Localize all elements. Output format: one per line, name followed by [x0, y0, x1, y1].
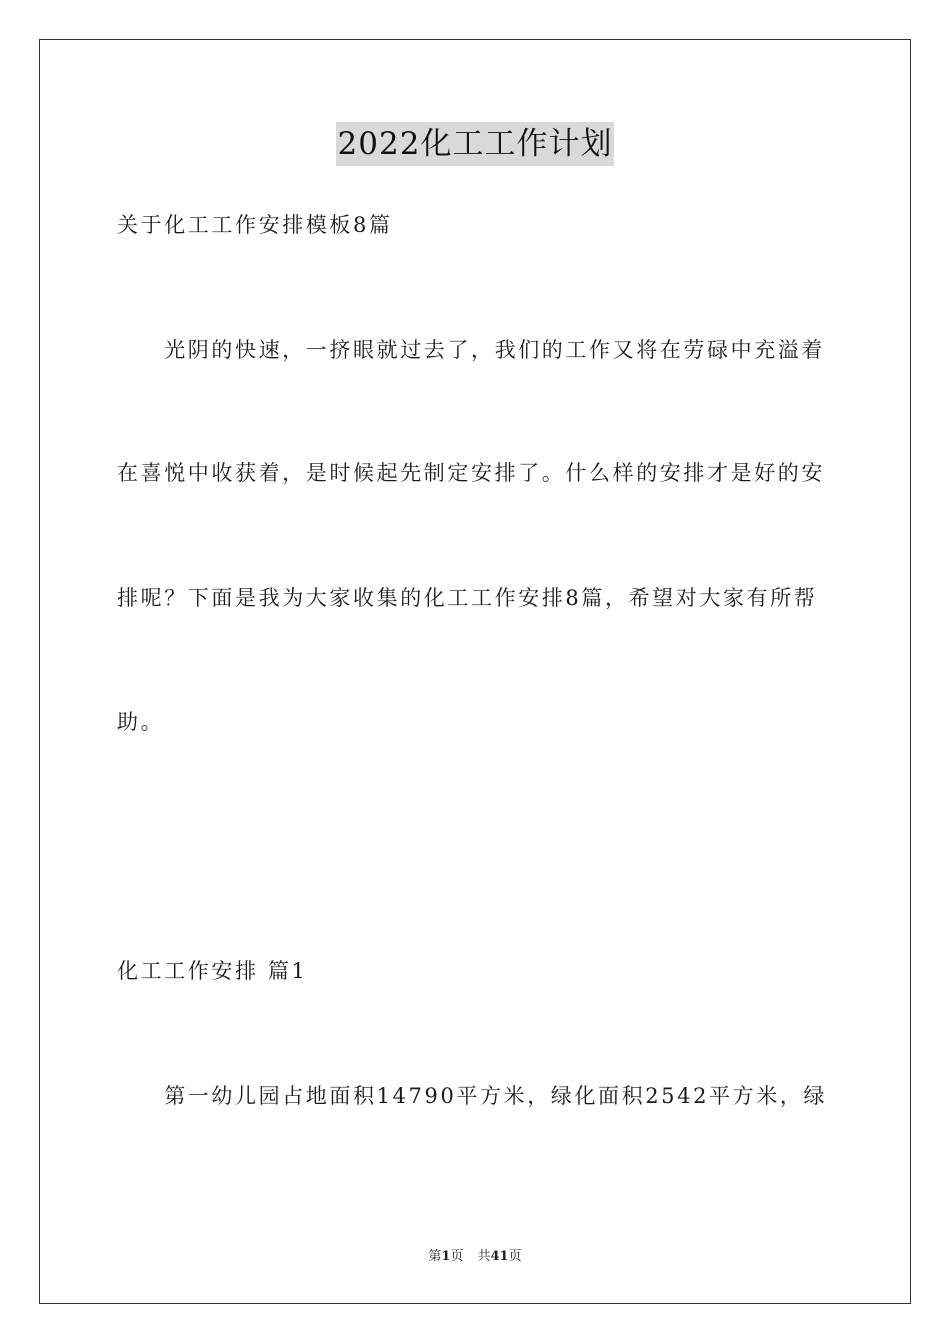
section-heading: 化工工作安排 篇1 — [117, 959, 308, 983]
title-container — [0, 122, 950, 166]
footer-page-prefix: 第 — [428, 1249, 442, 1264]
section-line-1: 第一幼儿园占地面积14790平方米，绿化面积2542平方米，绿 — [117, 1084, 828, 1108]
intro-line-4: 助。 — [117, 710, 165, 734]
footer-total-pages: 41 — [490, 1249, 509, 1264]
footer-page-number: 1 — [441, 1249, 451, 1264]
intro-line-3: 排呢？下面是我为大家收集的化工工作安排8篇，希望对大家有所帮 — [117, 586, 818, 610]
intro-line-2: 在喜悦中收获着，是时候起先制定安排了。什么样的安排才是好的安 — [117, 461, 825, 485]
intro-line-1: 光阴的快速，一挤眼就过去了，我们的工作又将在劳碌中充溢着 — [117, 338, 825, 362]
document-title: 2022化工工作计划 — [336, 122, 615, 166]
page-footer — [0, 1248, 950, 1266]
document-subtitle: 关于化工工作安排模板8篇 — [117, 213, 393, 237]
footer-total-suffix: 页 — [508, 1249, 522, 1264]
footer-total-prefix: 共 — [477, 1249, 491, 1264]
footer-page-suffix: 页 — [450, 1249, 464, 1264]
